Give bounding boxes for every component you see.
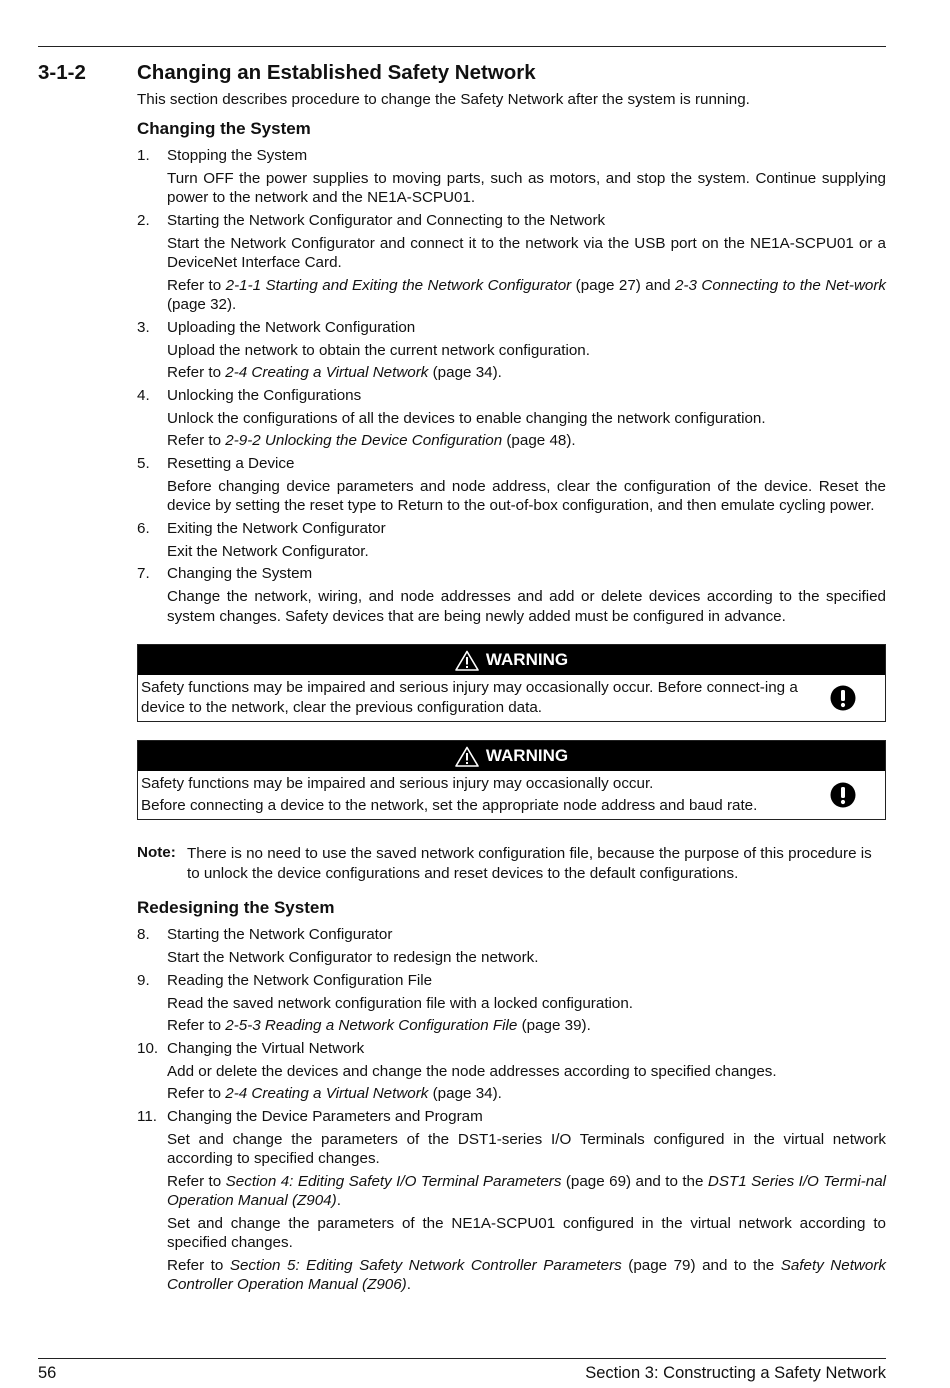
step-paragraph: [167, 477, 886, 516]
warning-body: [138, 675, 885, 721]
step-item: [137, 519, 886, 562]
subsection-heading: Redesigning the System: [137, 898, 335, 917]
step-title: Starting the Network Configurator: [167, 926, 393, 943]
text-run: (page 34).: [428, 364, 502, 381]
text-run: .: [406, 1276, 411, 1293]
cross-reference: 2-3 Connecting to the Net-work: [675, 276, 887, 294]
text-run: Read the saved network configuration file with a locked configuration.: [167, 994, 634, 1012]
text-run: (page 69) and to the: [561, 1172, 708, 1190]
step-paragraph: [167, 276, 886, 315]
step-item: [137, 454, 886, 516]
step-paragraph: [167, 948, 886, 968]
step-body: [167, 169, 886, 208]
text-run: Refer to: [167, 432, 226, 449]
text-run: Refer to: [167, 1085, 226, 1102]
step-item: [137, 1107, 886, 1295]
text-run: Refer to: [167, 364, 226, 381]
page-footer: [38, 1364, 886, 1383]
warning-header: [138, 645, 885, 675]
step-heading: [137, 971, 886, 991]
step-paragraph: [167, 1130, 886, 1169]
step-heading: [137, 454, 886, 474]
cross-reference: Safety Network Controller Operation Manual (Z906): [167, 1256, 887, 1293]
step-heading: [137, 211, 886, 231]
text-run: (page 27) and: [571, 276, 676, 294]
note: [137, 844, 886, 883]
note-text: There is no need to use the saved network configuration file, because the purpose of this procedure is to unlock the device configurations and reset devices to the default configurations.: [187, 845, 872, 882]
step-number: 9.: [137, 971, 150, 989]
text-run: Refer to: [167, 1256, 230, 1274]
warning-line: Safety functions may be impaired and serious injury may occasionally occur. Before connect-ing a device to the network, clear the previous configuration data.: [141, 679, 798, 716]
step-paragraph: [167, 341, 886, 361]
text-run: (page 48).: [502, 432, 576, 449]
step-number: 1.: [137, 146, 150, 164]
step-heading: [137, 386, 886, 406]
step-item: [137, 1039, 886, 1104]
cross-reference: Section 5: Editing Safety Network Controller Parameters: [229, 1256, 622, 1274]
step-body: [167, 341, 886, 383]
page-number: 56: [38, 1364, 57, 1382]
cross-reference: 2-1-1 Starting and Exiting the Network Configurator: [225, 276, 572, 294]
cross-reference: 2-4 Creating a Virtual Network: [225, 1085, 429, 1102]
text-run: Before changing device parameters and node address, clear the configuration of the device. Reset the device by setting the reset type to Return to the out-of-box configuration, and then emulate cycling power.: [167, 477, 886, 514]
text-run: Unlock the configurations of all the devices to enable changing the network configuration.: [167, 409, 766, 427]
section-heading: [38, 60, 886, 90]
step-heading: [137, 564, 886, 584]
step-heading: [137, 1039, 886, 1059]
step-paragraph: [167, 1256, 886, 1295]
subsection-heading: Changing the System: [137, 118, 311, 138]
cross-reference: Section 4: Editing Safety I/O Terminal Parameters: [225, 1172, 562, 1190]
step-item: [137, 971, 886, 1036]
step-paragraph: [167, 994, 886, 1014]
mandatory-action-icon: [830, 782, 856, 808]
step-body: [167, 477, 886, 516]
step-paragraph: [167, 431, 886, 451]
step-heading: [137, 146, 886, 166]
step-item: [137, 318, 886, 383]
mandatory-action-icon: [830, 685, 856, 711]
step-paragraph: [167, 1062, 886, 1082]
text-run: Change the network, wiring, and node addresses and add or delete devices according to the specified system changes. Safety devices that are being newly added must be configured in advance.: [167, 588, 886, 625]
step-paragraph: [167, 1172, 886, 1211]
step-title: Changing the Device Parameters and Program: [167, 1107, 483, 1125]
section-intro: This section describes procedure to change the Safety Network after the system is running.: [137, 91, 750, 108]
text-run: Upload the network to obtain the current network configuration.: [167, 341, 590, 359]
text-run: Turn OFF the power supplies to moving parts, such as motors, and stop the system. Continue supplying power to the network and the NE1A-SCPU01.: [167, 169, 886, 206]
step-body: [167, 948, 886, 968]
header-rule: [38, 46, 886, 47]
step-number: 6.: [137, 519, 150, 537]
step-paragraph: [167, 542, 886, 562]
step-body: [167, 234, 886, 315]
warning-label: WARNING: [485, 746, 569, 765]
step-heading: [137, 1107, 886, 1127]
text-run: Set and change the parameters of the DST1-series I/O Terminals configured in the virtual network according to specified changes.: [167, 1130, 886, 1167]
text-run: (page 79) and to the: [621, 1256, 781, 1274]
text-run: (page 32).: [167, 296, 237, 313]
warning-text: [141, 774, 801, 815]
step-item: [137, 564, 886, 626]
warning-triangle-icon: [455, 746, 479, 767]
text-run: Refer to: [167, 276, 226, 294]
step-body: [167, 994, 886, 1036]
step-number: 11.: [137, 1107, 157, 1125]
text-run: Refer to: [167, 1017, 226, 1034]
text-run: (page 34).: [428, 1085, 502, 1102]
footer-section-title: Section 3: Constructing a Safety Network: [585, 1364, 886, 1382]
section-number: 3-1-2: [38, 61, 86, 84]
step-paragraph: [167, 1016, 886, 1036]
step-title: Unlocking the Configurations: [167, 386, 362, 404]
warning-text: [141, 678, 801, 717]
warning-triangle-icon: [455, 650, 479, 671]
text-run: Start the Network Configurator to redesign the network.: [167, 949, 539, 966]
step-heading: [137, 318, 886, 338]
text-run: .: [336, 1192, 341, 1209]
section-body: [137, 90, 886, 1295]
text-run: Refer to: [167, 1172, 226, 1190]
step-title: Uploading the Network Configuration: [167, 318, 416, 336]
step-title: Reading the Network Configuration File: [167, 971, 433, 989]
step-title: Changing the System: [167, 565, 313, 582]
step-paragraph: [167, 587, 886, 626]
step-number: 10.: [137, 1039, 159, 1057]
step-item: [137, 146, 886, 208]
step-title: Changing the Virtual Network: [167, 1039, 365, 1057]
warning-header: [138, 741, 885, 771]
text-run: Start the Network Configurator and connect it to the network via the USB port on the NE1A-SCPU01 or a DeviceNet Interface Card.: [167, 234, 886, 271]
step-title: Starting the Network Configurator and Connecting to the Network: [167, 211, 606, 229]
text-run: (page 39).: [517, 1017, 591, 1034]
step-number: 4.: [137, 386, 150, 404]
text-run: Exit the Network Configurator.: [167, 542, 369, 560]
step-item: [137, 211, 886, 315]
step-paragraph: [167, 1084, 886, 1104]
step-paragraph: [167, 169, 886, 208]
step-paragraph: [167, 363, 886, 383]
step-title: Stopping the System: [167, 146, 308, 164]
step-number: 3.: [137, 318, 150, 336]
cross-reference: 2-5-3 Reading a Network Configuration File: [225, 1017, 518, 1034]
step-list: [137, 146, 886, 627]
step-number: 7.: [137, 565, 150, 582]
step-number: 2.: [137, 211, 150, 229]
text-run: Add or delete the devices and change the node addresses according to specified changes.: [167, 1062, 777, 1080]
warning-body: [138, 771, 885, 819]
step-body: [167, 1130, 886, 1295]
step-body: [167, 409, 886, 451]
cross-reference: DST1 Series I/O Termi-nal Operation Manual (Z904): [167, 1172, 887, 1209]
step-item: [137, 925, 886, 968]
footer-rule: [38, 1358, 886, 1359]
cross-reference: 2-9-2 Unlocking the Device Configuration: [225, 432, 503, 449]
step-heading: [137, 519, 886, 539]
section-title: Changing an Established Safety Network: [137, 61, 536, 84]
note-label: Note:: [137, 844, 176, 861]
step-number: 5.: [137, 454, 150, 472]
step-title: Resetting a Device: [167, 454, 295, 472]
step-body: [167, 587, 886, 626]
cross-reference: 2-4 Creating a Virtual Network: [225, 364, 429, 381]
step-item: [137, 386, 886, 451]
page-content: [38, 60, 886, 1298]
warning-line: Safety functions may be impaired and serious injury may occasionally occur.: [141, 775, 654, 792]
step-title: Exiting the Network Configurator: [167, 519, 386, 537]
warning-line: Before connecting a device to the network, set the appropriate node address and baud rate.: [141, 796, 758, 814]
step-paragraph: [167, 1214, 886, 1253]
step-paragraph: [167, 409, 886, 429]
warning-label: WARNING: [485, 650, 569, 669]
step-paragraph: [167, 234, 886, 273]
warning-box: [137, 644, 886, 722]
step-body: [167, 1062, 886, 1104]
text-run: Set and change the parameters of the NE1A-SCPU01 configured in the virtual network according to specified changes.: [167, 1214, 886, 1251]
warning-box: [137, 740, 886, 820]
step-body: [167, 542, 886, 562]
step-list: [137, 925, 886, 1295]
step-heading: [137, 925, 886, 945]
step-number: 8.: [137, 926, 150, 943]
